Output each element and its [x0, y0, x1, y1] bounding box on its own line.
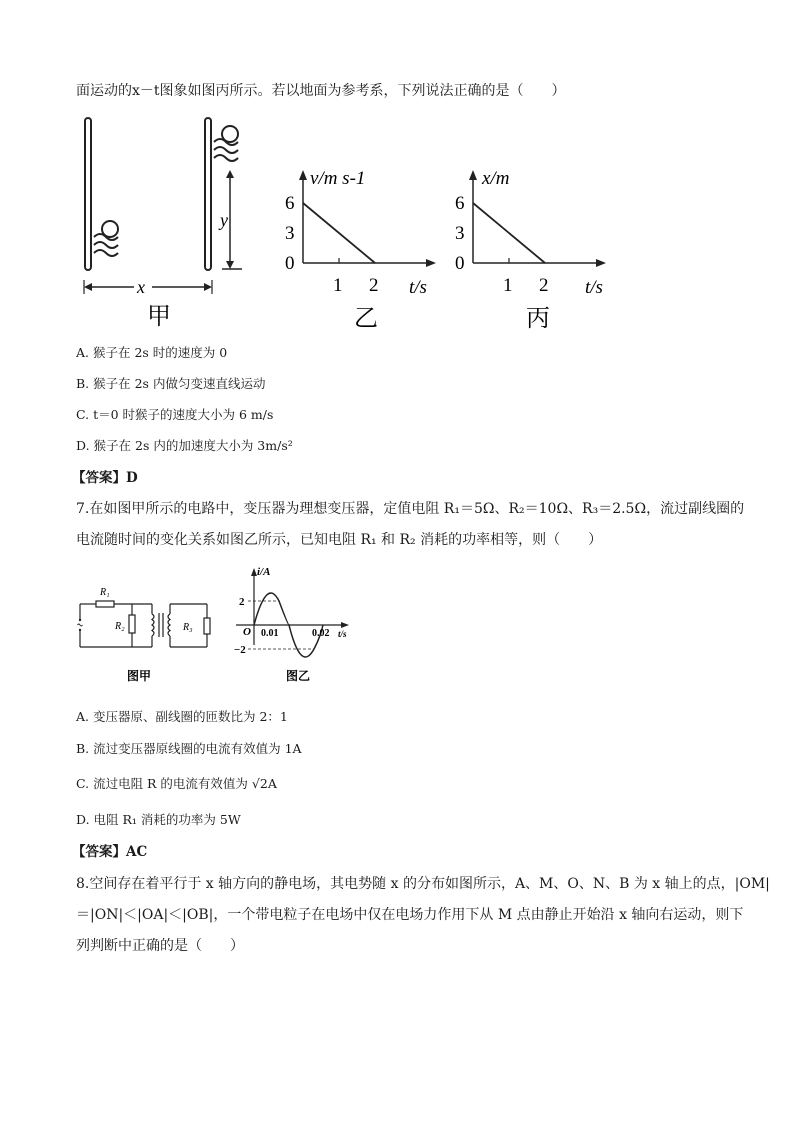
- monkey-bottom-icon: [94, 221, 118, 256]
- wave-pos-tick: 2: [239, 596, 245, 608]
- bing-ytick-3: 3: [455, 223, 465, 244]
- current-wave-graph: [228, 563, 360, 688]
- fig-jia: [72, 112, 252, 332]
- yi-xtick-1: 1: [333, 275, 343, 296]
- ac-source-icon: [76, 619, 84, 631]
- q7-stem-line1: 7.在如图甲所示的电路中，变压器为理想变压器，定值电阻 R₁＝5Ω、R₂＝10Ω、R₃＝2.5Ω，流过副线圈的: [76, 501, 745, 517]
- bing-y-axis-label: x/m: [482, 168, 510, 189]
- wave-origin: O: [243, 626, 251, 638]
- circuit-caption: 图甲: [127, 669, 152, 683]
- bing-xtick-2: 2: [539, 275, 549, 296]
- fig-bing: [452, 160, 612, 335]
- jia-y-label: y: [220, 210, 228, 230]
- bing-caption: 丙: [526, 306, 550, 332]
- q6-option-a: A. 猴子在 2s 时的速度为 0: [76, 345, 228, 360]
- bing-xtick-1: 1: [503, 275, 513, 296]
- q7-option-b: B. 流过变压器原线圈的电流有效值为 1A: [76, 741, 302, 756]
- yi-caption: 乙: [354, 306, 378, 332]
- q7-stem-line2: 电流随时间的变化关系如图乙所示，已知电阻 R₁ 和 R₂ 消耗的功率相等，则（ ）: [76, 532, 603, 548]
- bing-ytick-0: 0: [455, 253, 465, 274]
- label-r1: R₁: [100, 587, 110, 598]
- resistor-r1: [96, 601, 114, 607]
- resistor-r3: [204, 618, 210, 634]
- fig-yi: [282, 160, 437, 335]
- left-pole: [85, 118, 91, 270]
- resistor-r2: [129, 615, 135, 633]
- wave-neg-tick: −2: [234, 644, 246, 656]
- label-r3: R₃: [183, 622, 193, 633]
- jia-x-label: x: [137, 277, 145, 297]
- wave-x-axis-label: t/s: [338, 629, 347, 639]
- q6-stem-tail: 面运动的x－t图象如图丙所示。若以地面为参考系，下列说法正确的是（ ）: [76, 83, 566, 99]
- q7-option-d: D. 电阻 R₁ 消耗的功率为 5W: [76, 812, 241, 827]
- q6-answer: 【答案】D: [72, 470, 138, 486]
- label-r2: R₂: [115, 621, 125, 632]
- yi-x-axis-label: t/s: [409, 277, 427, 298]
- right-pole: [205, 118, 211, 270]
- yi-xtick-2: 2: [369, 275, 379, 296]
- monkey-top-icon: [214, 126, 238, 161]
- wave-t2: 0.02: [312, 628, 330, 639]
- yi-y-axis-label: v/m s-1: [310, 168, 366, 189]
- q7-answer: 【答案】AC: [72, 844, 148, 860]
- bing-ytick-6: 6: [455, 193, 465, 214]
- q7-option-c: C. 流过电阻 R 的电流有效值为 √2A: [76, 776, 277, 791]
- q8-line2: ＝|ON|＜|OA|＜|OB|，一个带电粒子在电场中仅在电场力作用下从 M 点由静止开始沿 x 轴向右运动，则下: [76, 907, 744, 923]
- wave-t1: 0.01: [261, 628, 279, 639]
- q8-line1: 8.空间存在着平行于 x 轴方向的静电场，其电势随 x 的分布如图所示，A、M、O、N、B 为 x 轴上的点，|OM|: [76, 876, 770, 892]
- yi-ytick-3: 3: [285, 223, 295, 244]
- q7-option-a: A. 变压器原、副线圈的匝数比为 2：1: [76, 709, 288, 724]
- q6-option-b: B. 猴子在 2s 内做匀变速直线运动: [76, 376, 266, 391]
- bing-x-axis-label: t/s: [585, 277, 603, 298]
- q6-option-d: D. 猴子在 2s 内的加速度大小为 3m/s²: [76, 438, 293, 453]
- q6-option-c: C. t＝0 时猴子的速度大小为 6 m/s: [76, 407, 274, 422]
- yi-ytick-6: 6: [285, 193, 295, 214]
- jia-caption: 甲: [147, 304, 171, 330]
- q8-line3: 列判断中正确的是（ ）: [76, 938, 244, 954]
- wave-y-axis-label: i/A: [257, 566, 271, 578]
- wave-caption: 图乙: [286, 669, 311, 683]
- circuit-diagram: [74, 580, 220, 688]
- yi-ytick-0: 0: [285, 253, 295, 274]
